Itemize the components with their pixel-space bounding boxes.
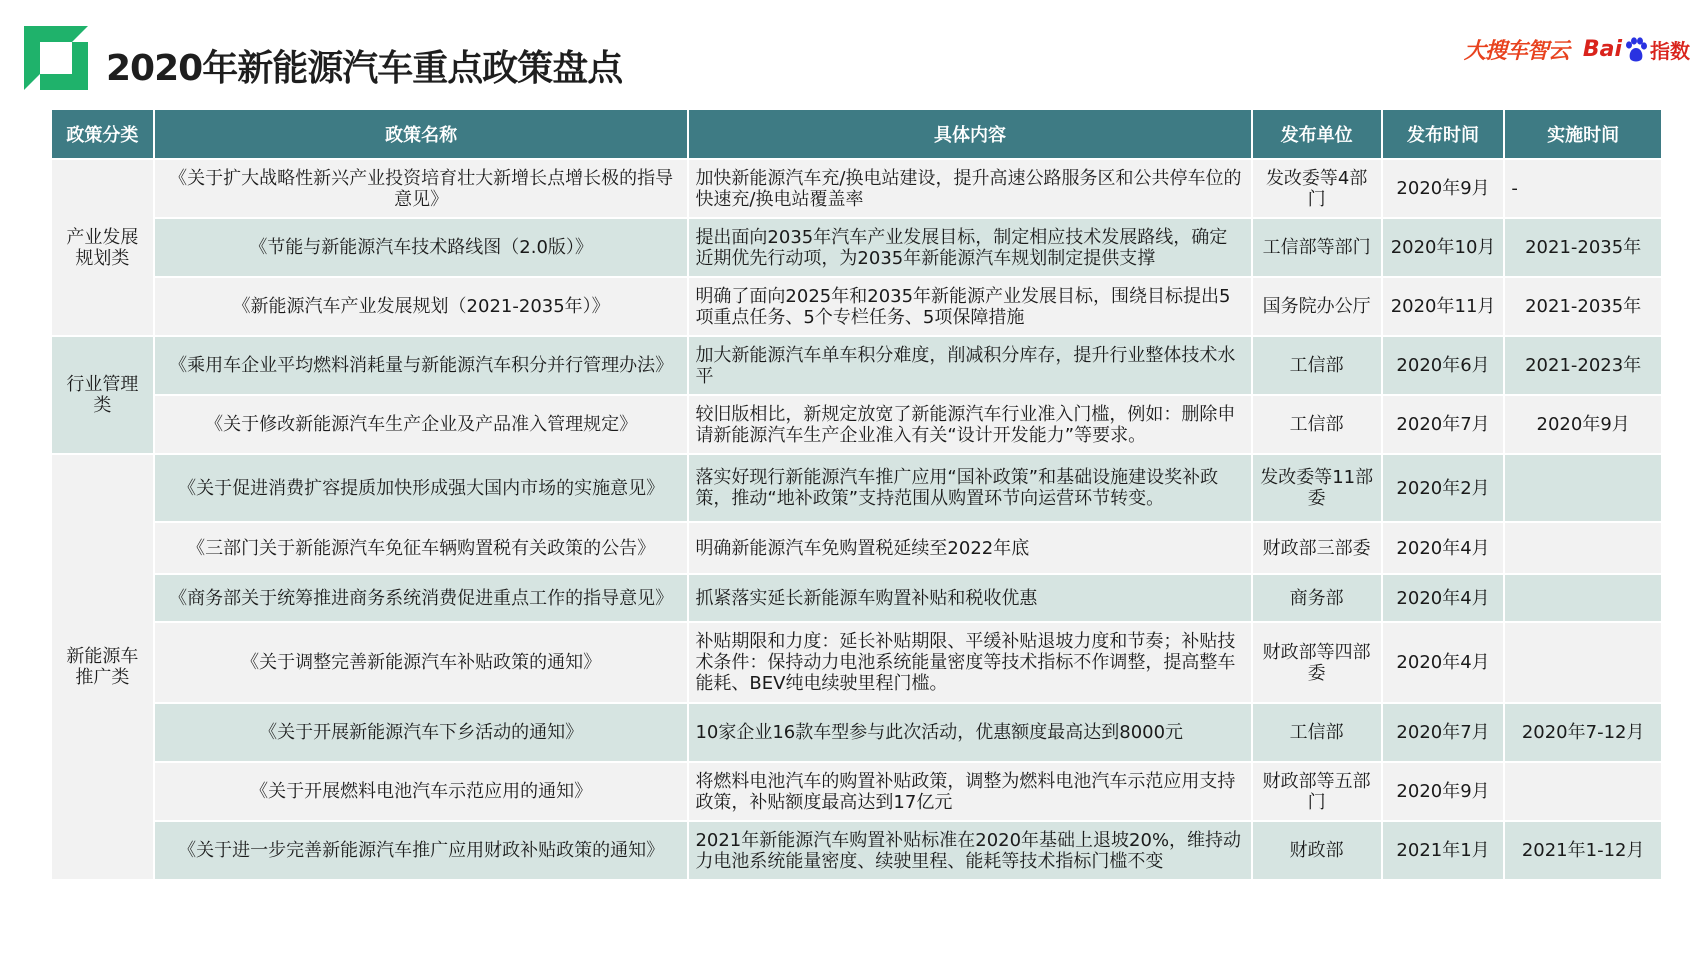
policy-impl-date <box>1505 523 1661 573</box>
policy-content: 较旧版相比，新规定放宽了新能源汽车行业准入门槛，例如：删除申请新能源汽车生产企业准入有关“设计开发能力”等要求。 <box>689 396 1250 453</box>
table-row <box>52 704 1661 761</box>
policy-content: 抓紧落实延长新能源车购置补贴和税收优惠 <box>689 575 1250 621</box>
policy-date: 2020年4月 <box>1383 623 1504 702</box>
policy-issuer: 工信部等部门 <box>1253 219 1381 276</box>
policy-date: 2020年11月 <box>1383 278 1504 335</box>
policy-impl-date <box>1505 575 1661 621</box>
policy-date: 2020年2月 <box>1383 455 1504 521</box>
table-row <box>52 160 1661 217</box>
policy-impl-date: 2021-2035年 <box>1505 278 1661 335</box>
table-row <box>52 278 1661 335</box>
policy-name: 《关于开展新能源汽车下乡活动的通知》 <box>155 704 688 761</box>
table-row <box>52 455 1661 521</box>
policy-issuer: 财政部 <box>1253 822 1381 879</box>
policy-date: 2020年4月 <box>1383 575 1504 621</box>
baidu-index-logo <box>1583 35 1690 64</box>
policy-issuer: 财政部等五部门 <box>1253 763 1381 820</box>
policy-issuer: 商务部 <box>1253 575 1381 621</box>
category-cell: 行业管理类 <box>52 337 153 453</box>
policy-content: 明确了面向2025年和2035年新能源产业发展目标，围绕目标提出5项重点任务、5个专栏任务、5项保障措施 <box>689 278 1250 335</box>
policy-name: 《关于进一步完善新能源汽车推广应用财政补贴政策的通知》 <box>155 822 688 879</box>
policy-issuer: 发改委等4部门 <box>1253 160 1381 217</box>
table-header-row <box>52 110 1661 158</box>
policy-content: 提出面向2035年汽车产业发展目标，制定相应技术发展路线，确定近期优先行动项，为2035年新能源汽车规划制定提供支撑 <box>689 219 1250 276</box>
policy-name: 《乘用车企业平均燃料消耗量与新能源汽车积分并行管理办法》 <box>155 337 688 394</box>
col-header-content: 具体内容 <box>689 110 1250 158</box>
col-header-impl: 实施时间 <box>1505 110 1661 158</box>
policy-name: 《节能与新能源汽车技术路线图（2.0版）》 <box>155 219 688 276</box>
policy-table <box>50 108 1663 881</box>
col-header-date: 发布时间 <box>1383 110 1504 158</box>
baidu-paw-icon <box>1623 37 1649 63</box>
policy-date: 2020年10月 <box>1383 219 1504 276</box>
policy-date: 2021年1月 <box>1383 822 1504 879</box>
policy-date: 2020年6月 <box>1383 337 1504 394</box>
policy-impl-date: 2021年1-12月 <box>1505 822 1661 879</box>
policy-impl-date <box>1505 623 1661 702</box>
policy-name: 《关于调整完善新能源汽车补贴政策的通知》 <box>155 623 688 702</box>
table-row <box>52 822 1661 879</box>
policy-date: 2020年7月 <box>1383 704 1504 761</box>
policy-issuer: 工信部 <box>1253 396 1381 453</box>
policy-impl-date: 2021-2023年 <box>1505 337 1661 394</box>
policy-issuer: 国务院办公厅 <box>1253 278 1381 335</box>
policy-content: 将燃料电池汽车的购置补贴政策，调整为燃料电池汽车示范应用支持政策，补贴额度最高达到17亿元 <box>689 763 1250 820</box>
policy-impl-date <box>1505 455 1661 521</box>
table-row <box>52 523 1661 573</box>
table-row <box>52 337 1661 394</box>
category-cell: 产业发展规划类 <box>52 160 153 335</box>
policy-impl-date: 2021-2035年 <box>1505 219 1661 276</box>
policy-content: 落实好现行新能源汽车推广应用“国补政策”和基础设施建设奖补政策，推动“地补政策”支持范围从购置环节向运营环节转变。 <box>689 455 1250 521</box>
policy-name: 《关于扩大战略性新兴产业投资培育壮大新增长点增长极的指导意见》 <box>155 160 688 217</box>
policy-name: 《关于修改新能源汽车生产企业及产品准入管理规定》 <box>155 396 688 453</box>
policy-impl-date: - <box>1505 160 1661 217</box>
policy-date: 2020年9月 <box>1383 160 1504 217</box>
policy-name: 《关于开展燃料电池汽车示范应用的通知》 <box>155 763 688 820</box>
policy-content: 加大新能源汽车单车积分难度，削减积分库存，提升行业整体技术水平 <box>689 337 1250 394</box>
policy-issuer: 发改委等11部委 <box>1253 455 1381 521</box>
baidu-index-text: 指数 <box>1650 39 1690 63</box>
policy-content: 2021年新能源汽车购置补贴标准在2020年基础上退坡20%，维持动力电池系统能量密度、续驶里程、能耗等技术指标门槛不变 <box>689 822 1250 879</box>
policy-issuer: 工信部 <box>1253 337 1381 394</box>
policy-content: 明确新能源汽车免购置税延续至2022年底 <box>689 523 1250 573</box>
table-row <box>52 763 1661 820</box>
policy-impl-date: 2020年7-12月 <box>1505 704 1661 761</box>
col-header-issuer: 发布单位 <box>1253 110 1381 158</box>
baidu-logo-text: Bai <box>1582 37 1622 62</box>
policy-issuer: 财政部等四部委 <box>1253 623 1381 702</box>
policy-date: 2020年7月 <box>1383 396 1504 453</box>
page-title: 2020年新能源汽车重点政策盘点 <box>106 48 623 89</box>
table-row <box>52 623 1661 702</box>
category-cell: 新能源车推广类 <box>52 455 153 879</box>
logo-icon <box>24 26 88 90</box>
policy-content: 补贴期限和力度：延长补贴期限、平缓补贴退坡力度和节奏；补贴技术条件：保持动力电池系统能量密度等技术指标不作调整，提高整车能耗、BEV纯电续驶里程门槛。 <box>689 623 1250 702</box>
policy-name: 《新能源汽车产业发展规划（2021-2035年）》 <box>155 278 688 335</box>
table-row <box>52 396 1661 453</box>
policy-date: 2020年9月 <box>1383 763 1504 820</box>
policy-issuer: 工信部 <box>1253 704 1381 761</box>
policy-impl-date: 2020年9月 <box>1505 396 1661 453</box>
table-row <box>52 219 1661 276</box>
policy-name: 《三部门关于新能源汽车免征车辆购置税有关政策的公告》 <box>155 523 688 573</box>
policy-impl-date <box>1505 763 1661 820</box>
col-header-name: 政策名称 <box>155 110 688 158</box>
policy-content: 10家企业16款车型参与此次活动，优惠额度最高达到8000元 <box>689 704 1250 761</box>
policy-issuer: 财政部三部委 <box>1253 523 1381 573</box>
policy-name: 《商务部关于统筹推进商务系统消费促进重点工作的指导意见》 <box>155 575 688 621</box>
col-header-category: 政策分类 <box>52 110 153 158</box>
sohu-logo: 大搜车智云 <box>1463 39 1569 64</box>
policy-date: 2020年4月 <box>1383 523 1504 573</box>
policy-content: 加快新能源汽车充/换电站建设，提升高速公路服务区和公共停车位的快速充/换电站覆盖率 <box>689 160 1250 217</box>
brand-logos <box>1464 34 1690 65</box>
table-row <box>52 575 1661 621</box>
policy-name: 《关于促进消费扩容提质加快形成强大国内市场的实施意见》 <box>155 455 688 521</box>
